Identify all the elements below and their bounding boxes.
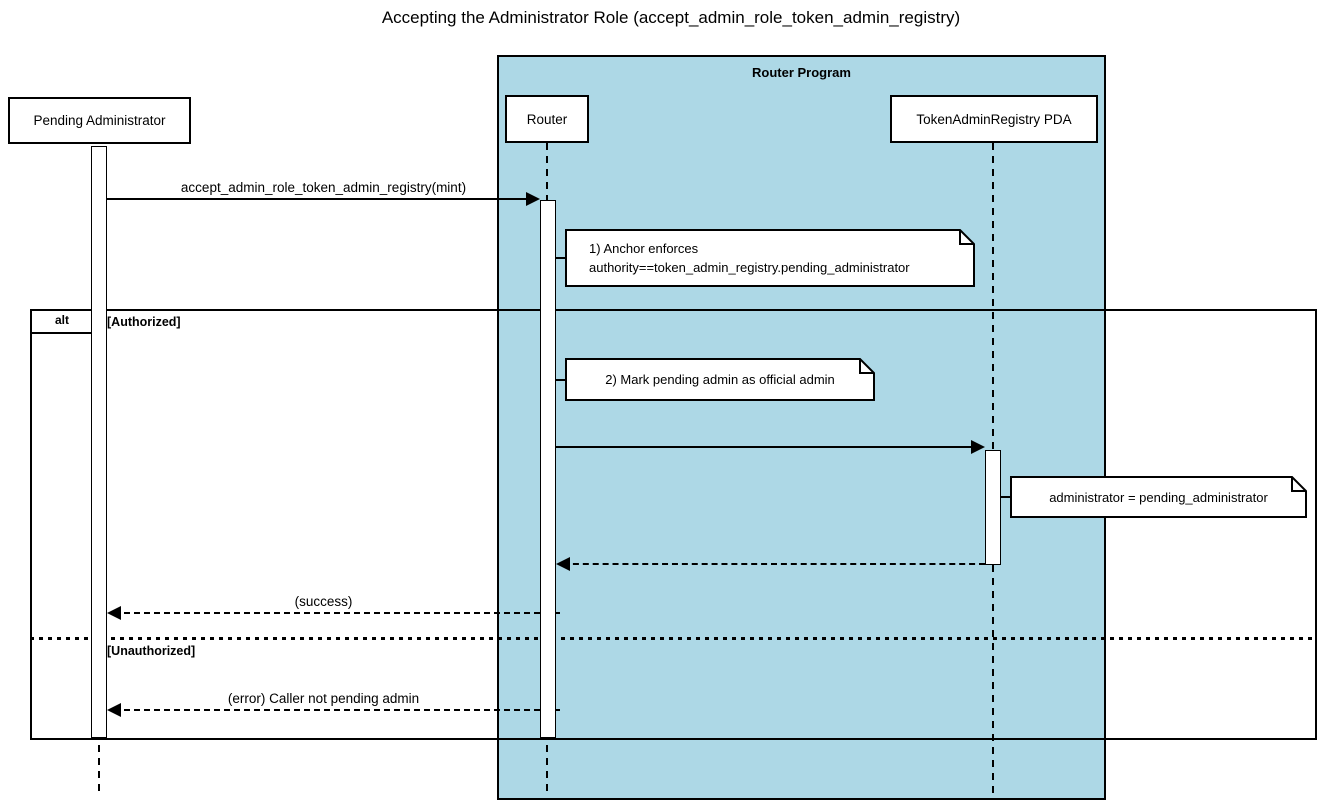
- note-1-connector: [556, 257, 565, 259]
- participant-pending-administrator-label: Pending Administrator: [33, 113, 166, 128]
- lifeline-router-bottom: [546, 745, 548, 795]
- message-success-line: [114, 612, 560, 614]
- note-2-text: 2) Mark pending admin as official admin: [605, 372, 835, 387]
- message-error-line: [114, 709, 560, 711]
- note-administrator-assignment: [1010, 476, 1307, 518]
- note-1-line-2: authority==token_admin_registry.pending_administrator: [589, 260, 910, 275]
- diagram-title: Accepting the Administrator Role (accept_admin_role_token_admin_registry): [381, 8, 961, 27]
- message-call-line: [107, 198, 534, 200]
- participant-tokenadminregistry-pda-label: TokenAdminRegistry PDA: [916, 111, 1072, 127]
- alt-divider: [30, 637, 1317, 640]
- message-call-label: accept_admin_role_token_admin_registry(mint): [180, 180, 467, 195]
- activation-tokenadminregistry-pda: [985, 450, 1001, 565]
- guard-authorized: [Authorized]: [107, 315, 181, 329]
- note-3-text: administrator = pending_administrator: [1049, 489, 1268, 505]
- participant-router: [505, 95, 589, 143]
- note-1-line-1: 1) Anchor enforces: [589, 241, 699, 256]
- note-mark-pending-admin: [565, 358, 875, 401]
- return-pda-line: [563, 563, 985, 565]
- participant-router-label: Router: [526, 111, 568, 127]
- activation-router: [540, 200, 556, 738]
- message-error-arrowhead-icon: [107, 703, 121, 717]
- alt-operator-label: alt: [54, 313, 69, 327]
- note-3-connector: [1001, 496, 1010, 498]
- return-pda-arrowhead-icon: [556, 557, 570, 571]
- message-success-label: (success): [294, 594, 353, 609]
- activation-pending-administrator: [91, 146, 107, 738]
- note-anchor-enforces: [565, 229, 975, 287]
- message-to-pda-line: [556, 446, 978, 448]
- lifeline-pending-administrator: [98, 745, 100, 792]
- note-2-connector: [556, 379, 565, 381]
- message-success-arrowhead-icon: [107, 606, 121, 620]
- message-call-arrowhead-icon: [526, 192, 540, 206]
- message-error-label: (error) Caller not pending admin: [227, 691, 420, 706]
- message-to-pda-arrowhead-icon: [971, 440, 985, 454]
- participant-pending-administrator: [8, 97, 191, 144]
- guard-unauthorized: [Unauthorized]: [107, 644, 196, 658]
- lifeline-router-top: [546, 143, 548, 200]
- router-program-frame-label: Router Program: [752, 65, 851, 80]
- participant-tokenadminregistry-pda: [890, 95, 1098, 143]
